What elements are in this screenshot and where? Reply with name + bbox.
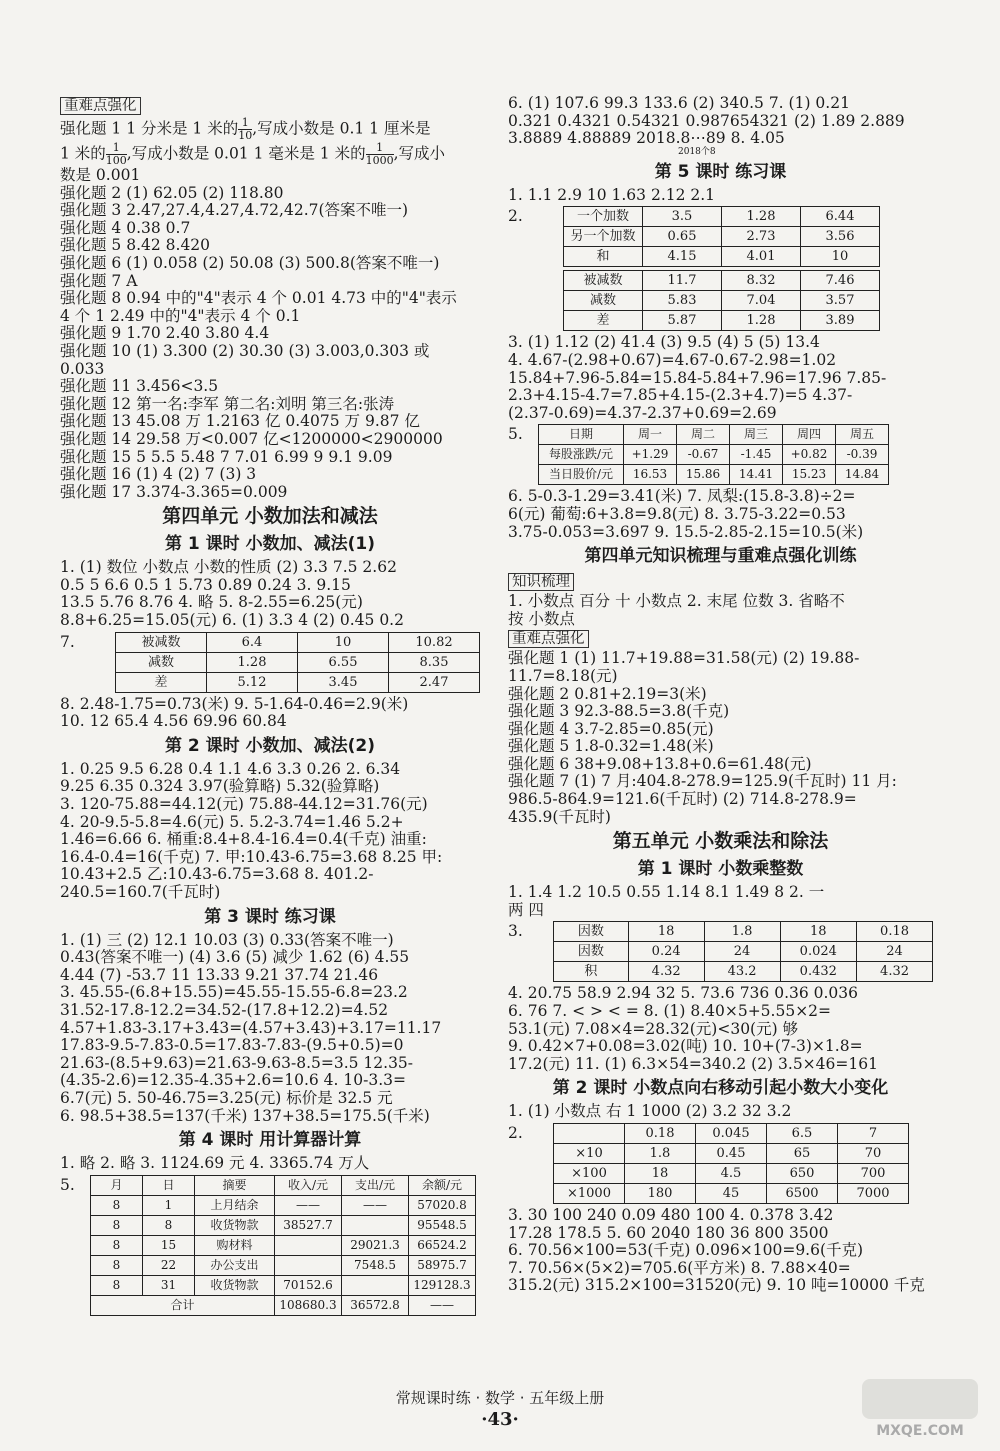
- text-line: 强化题 10 (1) 3.300 (2) 30.30 (3) 3.003,0.303 或: [60, 341, 430, 360]
- text-line: 1. 1.1 2.9 10 1.63 2.12 2.1: [508, 185, 716, 204]
- stock-table: 日期 周一 周二 周三 周四 周五 每股涨跌/元 +1.29 -0.67 -1.45 +0.82 -0.39 当日股价/元 16.53 15.86 14.41 15.23 14.84: [538, 424, 889, 485]
- text-line: 强化题 13 45.08 万 1.2163 亿 0.4075 万 9.87 亿: [60, 412, 420, 431]
- text-line: 13.5 5.76 8.76 4. 略 5. 8-2.55=6.25(元): [60, 593, 363, 612]
- text-line: 1. (1) 数位 小数点 小数的性质 (2) 3.3 7.5 2.62: [60, 558, 397, 577]
- text-line: 16.4-0.4=16(千克) 7. 甲:10.43-6.75=3.68 8.25 甲:: [60, 847, 443, 866]
- lesson-title: 第 1 课时 小数乘整数: [637, 859, 804, 880]
- text-line: 1. 1.4 1.2 10.5 0.55 1.14 8.1 1.49 8 2. 一: [508, 883, 825, 902]
- text-line: 6. 76 7. < > < = 8. (1) 8.40×5+5.55×2=: [508, 1002, 832, 1021]
- text-line: 强化题 4 3.7-2.85=0.85(元): [508, 719, 714, 738]
- text-line: 7. 70.56×(5×2)=705.6(平方米) 8. 7.88×40=: [508, 1258, 851, 1277]
- text-line: 2.3+4.15-4.7=7.85+4.15-(2.3+4.7)=5 4.37-: [508, 386, 853, 405]
- text-line: 3. (1) 1.12 (2) 41.4 (3) 9.5 (4) 5 (5) 13.4: [508, 333, 820, 352]
- text-line: 强化题 1 1 分米是 1 米的 $\frac{1}{10}$ ,写成小数是 0.1 1 厘米是: [60, 116, 431, 142]
- text-line: 强化题 7 (1) 7 月:404.8-278.9=125.9(千瓦时) 11 月:: [508, 772, 897, 791]
- text-line: 强化题 12 第一名:李军 第二名:刘明 第三名:张涛: [60, 394, 395, 413]
- text-line: 10.43+2.5 乙:10.43-6.75=3.68 8. 401.2-: [60, 865, 374, 884]
- text-line: 986.5-864.9=121.6(千瓦时) (2) 714.8-278.9=: [508, 790, 857, 809]
- lesson-title: 第 3 课时 练习课: [204, 906, 336, 927]
- lesson-title: 第 2 课时 小数加、减法(2): [165, 735, 375, 756]
- right-column: [508, 95, 933, 1295]
- text-line: 4. 20-9.5-5.8=4.6(元) 5. 5.2-3.74=1.46 5.2+: [60, 812, 404, 831]
- unit-title: 第四单元 小数加法和减法: [162, 505, 378, 528]
- left-column: [60, 95, 480, 1319]
- text-line: 1. 小数点 百分 十 小数点 2. 末尾 位数 3. 省略不: [508, 592, 845, 611]
- ledger-table: 月 日 摘要 收入/元 支出/元 余额/元 8 1 上月结余 —— —— 57020.8 8 8 收货物款 38527.7 95548.5 8 15 购材料 29021.3 66524.2 8 22 办公支出 7548.5 58975.7 8 31 收货物款 70152.6 129128.3 合计 108680.3 36572.8 ——: [90, 1175, 476, 1316]
- text-line: 强化题 4 0.38 0.7: [60, 218, 191, 237]
- brace-note: 2018个8: [678, 146, 716, 157]
- subtraction-table: 被减数 6.4 10 10.82 减数 1.28 6.55 8.35 差 5.12 3.45 2.47: [115, 632, 480, 693]
- text-line: 4. 20.75 58.9 2.94 32 5. 73.6 736 0.36 0.036: [508, 984, 859, 1003]
- watermark-text: MXQE.COM: [876, 1423, 964, 1439]
- text-line: 强化题 15 5 5.5 5.48 7 7.01 6.99 9 9.1 9.09: [60, 447, 393, 466]
- text-line: 240.5=160.7(千瓦时): [60, 883, 221, 901]
- text-line: (4.35-2.6)=12.35-4.35+2.6=10.6 4. 10-3.3=: [60, 1071, 406, 1090]
- watermark-logo: [860, 1377, 980, 1443]
- addition-table: 一个加数 3.5 1.28 6.44 另一个加数 0.65 2.73 3.56 和 4.15 4.01 10: [563, 206, 880, 267]
- unit-title: 第五单元 小数乘法和除法: [612, 830, 829, 853]
- text-line: 9. 0.42×7+0.08=3.02(吨) 10. 10+(7-3)×1.8=: [508, 1037, 863, 1056]
- text-line: 17.2(元) 11. (1) 6.3×54=340.2 (2) 3.5×46=161: [508, 1054, 878, 1073]
- text-line: 10. 12 65.4 4.56 69.96 60.84: [60, 712, 287, 731]
- review-title: 第四单元知识梳理与重难点强化训练: [584, 546, 857, 567]
- text-line: 315.2(元) 315.2×100=31520(元) 9. 10 吨=10000 千克: [508, 1276, 925, 1295]
- text-line: 4 个 1 2.49 中的"4"表示 4 个 0.1: [60, 306, 301, 325]
- text-line: 强化题 2 (1) 62.05 (2) 118.80: [60, 183, 284, 202]
- text-line: 53.1(元) 7.08×4=28.32(元)<30(元) 够: [508, 1019, 799, 1038]
- question-label: 7.: [60, 632, 75, 651]
- text-line: 4. 4.67-(2.98+0.67)=4.67-0.67-2.98=1.02: [508, 350, 837, 369]
- text-line: 31.52-17.8-12.2=34.52-(17.8+12.2)=4.52: [60, 1000, 389, 1019]
- text-line: 3. 45.55-(6.8+15.55)=45.55-15.55-6.8=23.2: [60, 983, 408, 1002]
- fraction: $\frac{1}{10}$: [238, 116, 253, 142]
- subtraction-table: 被减数 11.7 8.32 7.46 减数 5.83 7.04 3.57 差 5.87 1.28 3.89: [563, 270, 880, 331]
- text-line: 强化题 17 3.374-3.365=0.009: [60, 482, 288, 501]
- text-line: 6. 5-0.3-1.29=3.41(米) 7. 凤梨:(15.8-3.8)÷2=: [508, 487, 856, 506]
- section-tag: 重难点强化: [508, 630, 589, 648]
- text-line: 强化题 3 92.3-88.5=3.8(千克): [508, 702, 730, 721]
- fraction: $\frac{1}{1000}$: [365, 141, 394, 167]
- text-line: 1. 略 2. 略 3. 1124.69 元 4. 3365.74 万人: [60, 1154, 370, 1173]
- text-line: 8.8+6.25=15.05(元) 6. (1) 3.3 4 (2) 0.45 0.2: [60, 611, 404, 630]
- text-line: 1. 0.25 9.5 6.28 0.4 1.1 4.6 3.3 0.26 2. 6.34: [60, 759, 401, 778]
- text-line: 3.8889 4.88889 2018.8⋯89 8. 4.05: [508, 129, 785, 148]
- text-line: 强化题 9 1.70 2.40 3.80 4.4: [60, 324, 270, 343]
- text-line: 3.75-0.053=3.697 9. 15.5-2.85-2.15=10.5(米): [508, 522, 864, 541]
- shift-table: 0.18 0.045 6.5 7 ×10 1.8 0.45 65 70 ×100 18 4.5 650 700 ×1000 180 45 6500 7000: [553, 1123, 909, 1204]
- text-line: 强化题 5 1.8-0.32=1.48(米): [508, 737, 714, 756]
- question-label: 5.: [60, 1175, 75, 1194]
- text-line: 3. 120-75.88=44.12(元) 75.88-44.12=31.76(元): [60, 795, 428, 814]
- section-tag: 重难点强化: [60, 97, 141, 115]
- lesson-title: 第 4 课时 用计算器计算: [178, 1130, 362, 1151]
- text-line: 1 米的 $\frac{1}{100}$ ,写成小数是 0.01 1 毫米是 1 米的 $\frac{1}{1000}$ ,写成小: [60, 141, 446, 167]
- text-line: 17.83-9.5-7.83-0.5=17.83-7.83-(9.5+0.5)=0: [60, 1036, 404, 1055]
- lesson-title: 第 1 课时 小数加、减法(1): [165, 534, 375, 555]
- text-line: 强化题 16 (1) 4 (2) 7 (3) 3: [60, 465, 257, 484]
- text-line: 8. 2.48-1.75=0.73(米) 9. 5-1.64-0.46=2.9(米): [60, 694, 409, 713]
- text-line: 强化题 11 3.456<3.5: [60, 377, 219, 396]
- text-line: 强化题 1 (1) 11.7+19.88=31.58(元) (2) 19.88-: [508, 649, 860, 668]
- text-line: 数是 0.001: [60, 166, 141, 184]
- text-line: 强化题 6 38+9.08+13.8+0.6=61.48(元): [508, 754, 812, 773]
- text-line: 17.28 178.5 5. 60 2040 180 36 800 3500: [508, 1223, 829, 1242]
- question-label: 2.: [508, 1124, 523, 1142]
- text-line: 1. (1) 小数点 右 1 1000 (2) 3.2 32 3.2: [508, 1102, 792, 1121]
- question-label: 5.: [508, 425, 523, 444]
- text-line: 1. (1) 三 (2) 12.1 10.03 (3) 0.33(答案不唯一): [60, 930, 394, 949]
- text-line: 6. (1) 107.6 99.3 133.6 (2) 340.5 7. (1) 0.21: [508, 94, 850, 112]
- question-label: 3.: [508, 922, 523, 941]
- section-tag: 知识梳理: [508, 573, 574, 591]
- factor-table: 因数 18 1.8 18 0.18 因数 0.24 24 0.024 24 积 4.32 43.2 0.432 4.32: [553, 921, 933, 982]
- lesson-title: 第 2 课时 小数点向右移动引起小数大小变化: [552, 1078, 889, 1099]
- text-line: 强化题 8 0.94 中的"4"表示 4 个 0.01 4.73 中的"4"表示: [60, 289, 457, 308]
- text-line: 强化题 5 8.42 8.420: [60, 236, 211, 255]
- lesson-title: 第 5 课时 练习课: [654, 161, 787, 182]
- text-line: 强化题 14 29.58 万<0.007 亿<1200000<2900000: [60, 429, 443, 448]
- text-line: 0.321 0.4321 0.54321 0.987654321 (2) 1.89 2.889: [508, 111, 905, 130]
- text-line: 435.9(千瓦时): [508, 807, 611, 826]
- text-line: 6. 70.56×100=53(千克) 0.096×100=9.6(千克): [508, 1241, 864, 1260]
- text-line: 6(元) 葡萄:6+3.8=9.8(元) 8. 3.75-3.22=0.53: [508, 504, 846, 523]
- text-line: 4.57+1.83-3.17+3.43=(4.57+3.43)+3.17=11.17: [60, 1018, 442, 1037]
- text-line: 15.84+7.96-5.84=15.84-5.84+7.96=17.96 7.85-: [508, 368, 887, 387]
- page-number: ·43·: [481, 1409, 519, 1430]
- text-line: 按 小数点: [508, 609, 575, 628]
- text-line: 9.25 6.35 0.324 3.97(验算略) 5.32(验算略): [60, 777, 380, 796]
- text-line: 强化题 7 A: [60, 271, 138, 290]
- text-line: 0.033: [60, 359, 105, 378]
- text-line: (2.37-0.69)=4.37-2.37+0.69=2.69: [508, 403, 777, 422]
- fraction: $\frac{1}{100}$: [105, 141, 127, 167]
- text-line: 3. 30 100 240 0.09 480 100 4. 0.378 3.42: [508, 1206, 834, 1224]
- text-line: 两 四: [508, 900, 544, 919]
- text-line: 强化题 6 (1) 0.058 (2) 50.08 (3) 500.8(答案不唯一): [60, 253, 440, 272]
- text-line: 21.63-(8.5+9.63)=21.63-9.63-8.5=3.5 12.35-: [60, 1053, 414, 1072]
- question-label: 2.: [508, 207, 523, 226]
- page-footer: 常规课时练 · 数学 · 五年级上册: [395, 1389, 605, 1407]
- text-line: 4.44 (7) -53.7 11 13.33 9.21 37.74 21.46: [60, 965, 379, 984]
- text-line: 强化题 3 2.47,27.4,4.27,4.72,42.7(答案不唯一): [60, 201, 409, 220]
- text-line: 6. 98.5+38.5=137(千米) 137+38.5=175.5(千米): [60, 1106, 430, 1125]
- text-line: 强化题 2 0.81+2.19=3(米): [508, 684, 707, 703]
- text-line: 0.5 5 6.6 0.5 1 5.73 0.89 0.24 3. 9.15: [60, 575, 351, 594]
- text-line: 11.7=8.18(元): [508, 666, 618, 685]
- text-line: 0.43(答案不唯一) (4) 3.6 (5) 减少 1.62 (6) 4.55: [60, 948, 410, 967]
- text-line: 1.46=6.66 6. 桶重:8.4+8.4-16.4=0.4(千克) 油重:: [60, 830, 427, 849]
- text-line: 6.7(元) 5. 50-46.75=3.25(元) 标价是 32.5 元: [60, 1088, 393, 1107]
